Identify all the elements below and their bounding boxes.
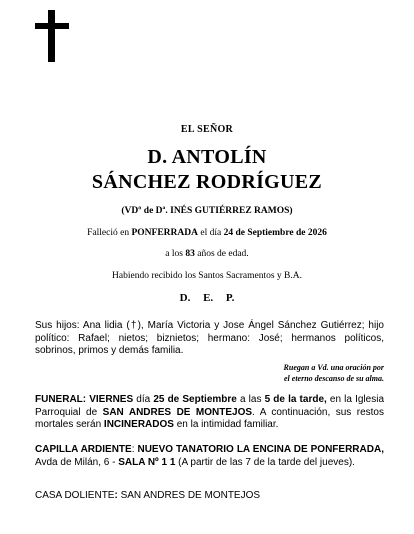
widow-of: (VDº de Dª. INÉS GUTIÉRREZ RAMOS) [121, 206, 293, 216]
age-line: a los 83 años de edad. [165, 249, 249, 259]
prayer-request: Ruegan a Vd. una oración por el eterno descanso de su alma. [283, 363, 384, 383]
deceased-name-line2: SÁNCHEZ RODRÍGUEZ [91, 171, 323, 193]
death-notice: Falleció en PONFERRADA el día 24 de Septiembre de 2026 [87, 228, 327, 238]
sacraments-line: Habiendo recibido los Santos Sacramentos y B.A. [112, 271, 302, 281]
venue-name: NUEVO TANATORIO LA ENCINA DE PONFERRADA, [137, 444, 384, 455]
cross-icon [35, 10, 69, 62]
church-name: SAN ANDRES DE MONTEJOS [102, 406, 253, 418]
casa-doliente: CASA DOLIENTE: SAN ANDRES DE MONTEJOS [35, 490, 261, 501]
death-date: 24 de Septiembre de 2026 [223, 228, 327, 238]
death-place: PONFERRADA [131, 228, 198, 238]
funeral-label: FUNERAL: VIERNES [35, 394, 134, 405]
capilla-paragraph: CAPILLA ARDIENTE: NUEVO TANATORIO LA ENCINA DE PONFERRADA, Avda de Milán, 6 - SALA Nº 1 1 (A partir de las 7 de la tarde del jueves). [35, 444, 384, 468]
room-number: SALA Nº 1 1 [118, 456, 176, 468]
dep-initials: D. E. P. [179, 292, 235, 304]
deceased-name-line1: D. ANTOLÍN [147, 146, 267, 168]
funeral-paragraph: FUNERAL: VIERNES día 25 de Septiembre a las 5 de la tarde, en la Iglesia Parroquial de SAN ANDRES DE MONTEJOS. A continuación, sus restos mortales serán INCINERADOS en la intimidad familiar. [35, 394, 385, 430]
family-paragraph: Sus hijos: Ana lidia (†), María Victoria y Jose Ángel Sánchez Gutiérrez; hijo político: Rafael; nietos; biznietos; hermano: José; hermanos políticos, sobrinos, primos y demás familia. [35, 320, 384, 356]
capilla-label: CAPILLA ARDIENTE [35, 444, 132, 455]
age-value: 83 [185, 249, 195, 259]
intro-heading: EL SEÑOR [180, 124, 234, 135]
